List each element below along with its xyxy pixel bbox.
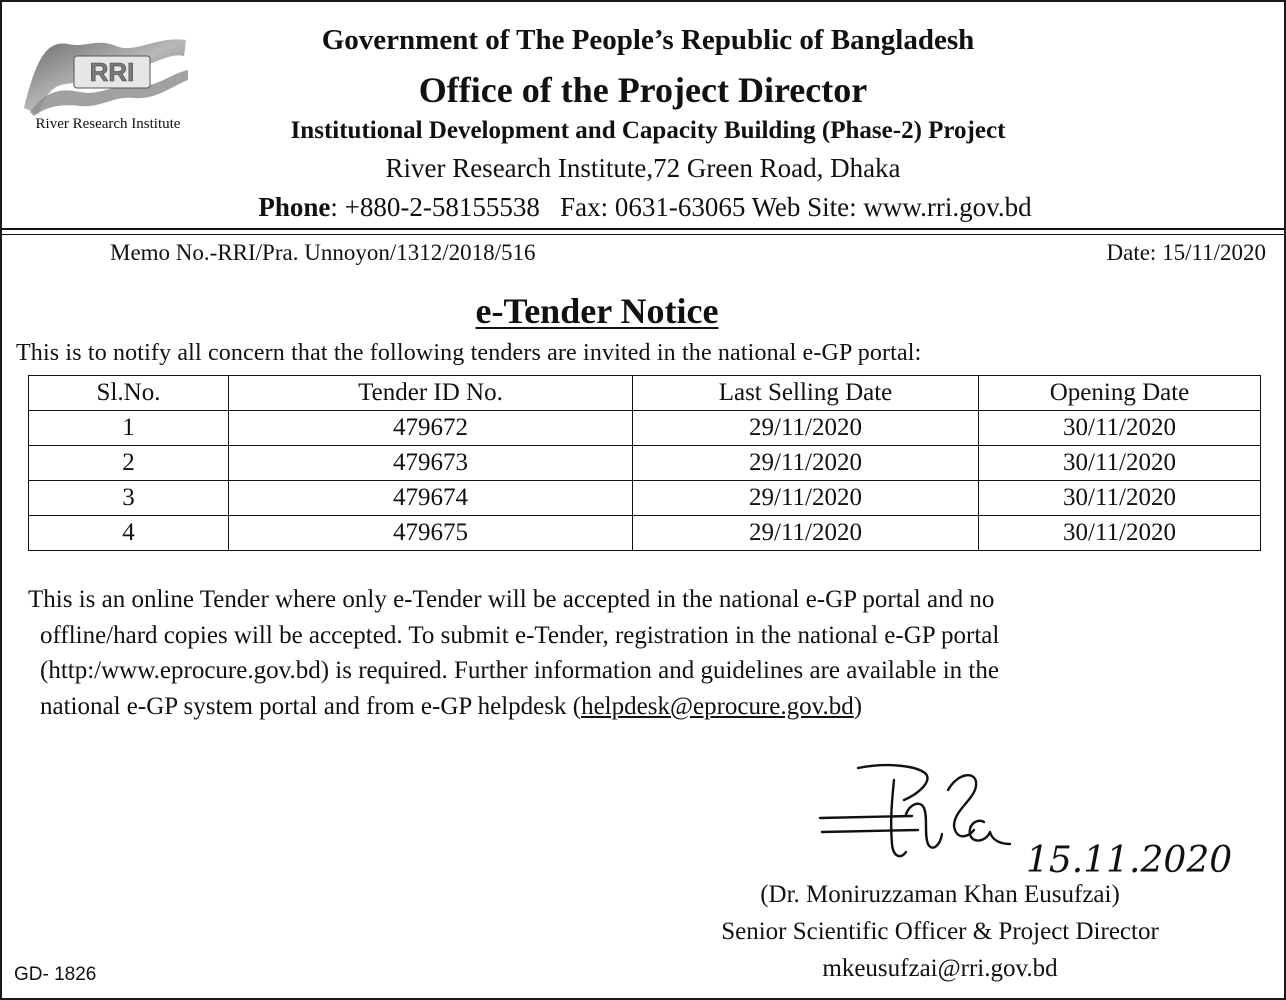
table-row bbox=[29, 516, 1261, 551]
table-row bbox=[29, 411, 1261, 446]
header-sl-no: Sl.No. bbox=[29, 376, 229, 411]
cell-opening-date: 30/11/2020 bbox=[979, 411, 1261, 446]
gd-reference: GD- 1826 bbox=[14, 964, 97, 985]
logo-text: RRI bbox=[89, 57, 135, 87]
cell-opening-date: 30/11/2020 bbox=[979, 446, 1261, 481]
signatory-name: (Dr. Moniruzzaman Khan Eusufzai) bbox=[760, 881, 1120, 908]
contact-details: : +880-2-58155538 Fax: 0631-63065 Web Site: www.rri.gov.bd bbox=[330, 192, 1032, 222]
table-header-row bbox=[29, 376, 1261, 411]
handwritten-date: 15.11.2020 bbox=[1026, 840, 1233, 880]
signatory-email: mkeusufzai@rri.gov.bd bbox=[822, 955, 1058, 982]
cell-tender-id: 479673 bbox=[229, 446, 633, 481]
office-address: River Research Institute,72 Green Road, Dhaka bbox=[385, 153, 901, 183]
signatory-title: Senior Scientific Officer & Project Director bbox=[721, 918, 1159, 945]
helpdesk-email-link[interactable]: helpdesk@eprocure.gov.bd bbox=[581, 692, 854, 720]
cell-sl-no: 1 bbox=[29, 411, 229, 446]
tender-table bbox=[28, 375, 1261, 551]
project-title: Institutional Development and Capacity Building (Phase-2) Project bbox=[290, 117, 1006, 144]
intro-text: This is to notify all concern that the following tenders are invited in the national e-GP portal: bbox=[16, 340, 922, 366]
signature-icon bbox=[808, 760, 1248, 880]
contact-line bbox=[2, 192, 1284, 223]
header-divider-thick bbox=[2, 228, 1284, 230]
header-last-selling-date: Last Selling Date bbox=[633, 376, 979, 411]
header-tender-id: Tender ID No. bbox=[229, 376, 633, 411]
table-row bbox=[29, 446, 1261, 481]
body-line: offline/hard copies will be accepted. To submit e-Tender, registration in the national e-GP portal bbox=[40, 621, 1000, 649]
body-line-prefix: national e-GP system portal and from e-GP helpdesk ( bbox=[40, 692, 582, 720]
notice-title bbox=[2, 290, 1192, 332]
notice-title-text: e-Tender Notice bbox=[475, 291, 719, 331]
logo-caption: River Research Institute bbox=[35, 116, 181, 132]
handwritten-signature bbox=[808, 760, 1248, 880]
body-line: (http:/www.eprocure.gov.bd) is required. Further information and guidelines are available in the bbox=[40, 657, 999, 684]
notice-body bbox=[28, 582, 1264, 724]
table-row bbox=[29, 481, 1261, 516]
letterhead bbox=[2, 2, 1284, 228]
government-title: Government of The People’s Republic of Bangladesh bbox=[321, 24, 975, 56]
cell-last-selling-date: 29/11/2020 bbox=[633, 516, 979, 551]
cell-last-selling-date: 29/11/2020 bbox=[633, 446, 979, 481]
signatory-block bbox=[660, 876, 1220, 987]
cell-tender-id: 479675 bbox=[229, 516, 633, 551]
memo-number: Memo No.-RRI/Pra. Unnoyon/1312/2018/516 bbox=[110, 240, 536, 265]
office-title: Office of the Project Director bbox=[418, 70, 868, 110]
header-divider-thin bbox=[2, 234, 1284, 235]
cell-sl-no: 2 bbox=[29, 446, 229, 481]
cell-tender-id: 479672 bbox=[229, 411, 633, 446]
cell-sl-no: 4 bbox=[29, 516, 229, 551]
cell-opening-date: 30/11/2020 bbox=[979, 516, 1261, 551]
phone-label: Phone bbox=[258, 192, 331, 222]
body-line-suffix: ) bbox=[853, 692, 863, 720]
body-line: This is an online Tender where only e-Tender will be accepted in the national e-GP portal and no bbox=[28, 586, 995, 613]
cell-sl-no: 3 bbox=[29, 481, 229, 516]
notice-date: Date: 15/11/2020 bbox=[1106, 240, 1266, 265]
header-opening-date: Opening Date bbox=[979, 376, 1261, 411]
cell-tender-id: 479674 bbox=[229, 481, 633, 516]
cell-last-selling-date: 29/11/2020 bbox=[633, 481, 979, 516]
cell-opening-date: 30/11/2020 bbox=[979, 481, 1261, 516]
cell-last-selling-date: 29/11/2020 bbox=[633, 411, 979, 446]
body-line bbox=[28, 689, 1264, 725]
